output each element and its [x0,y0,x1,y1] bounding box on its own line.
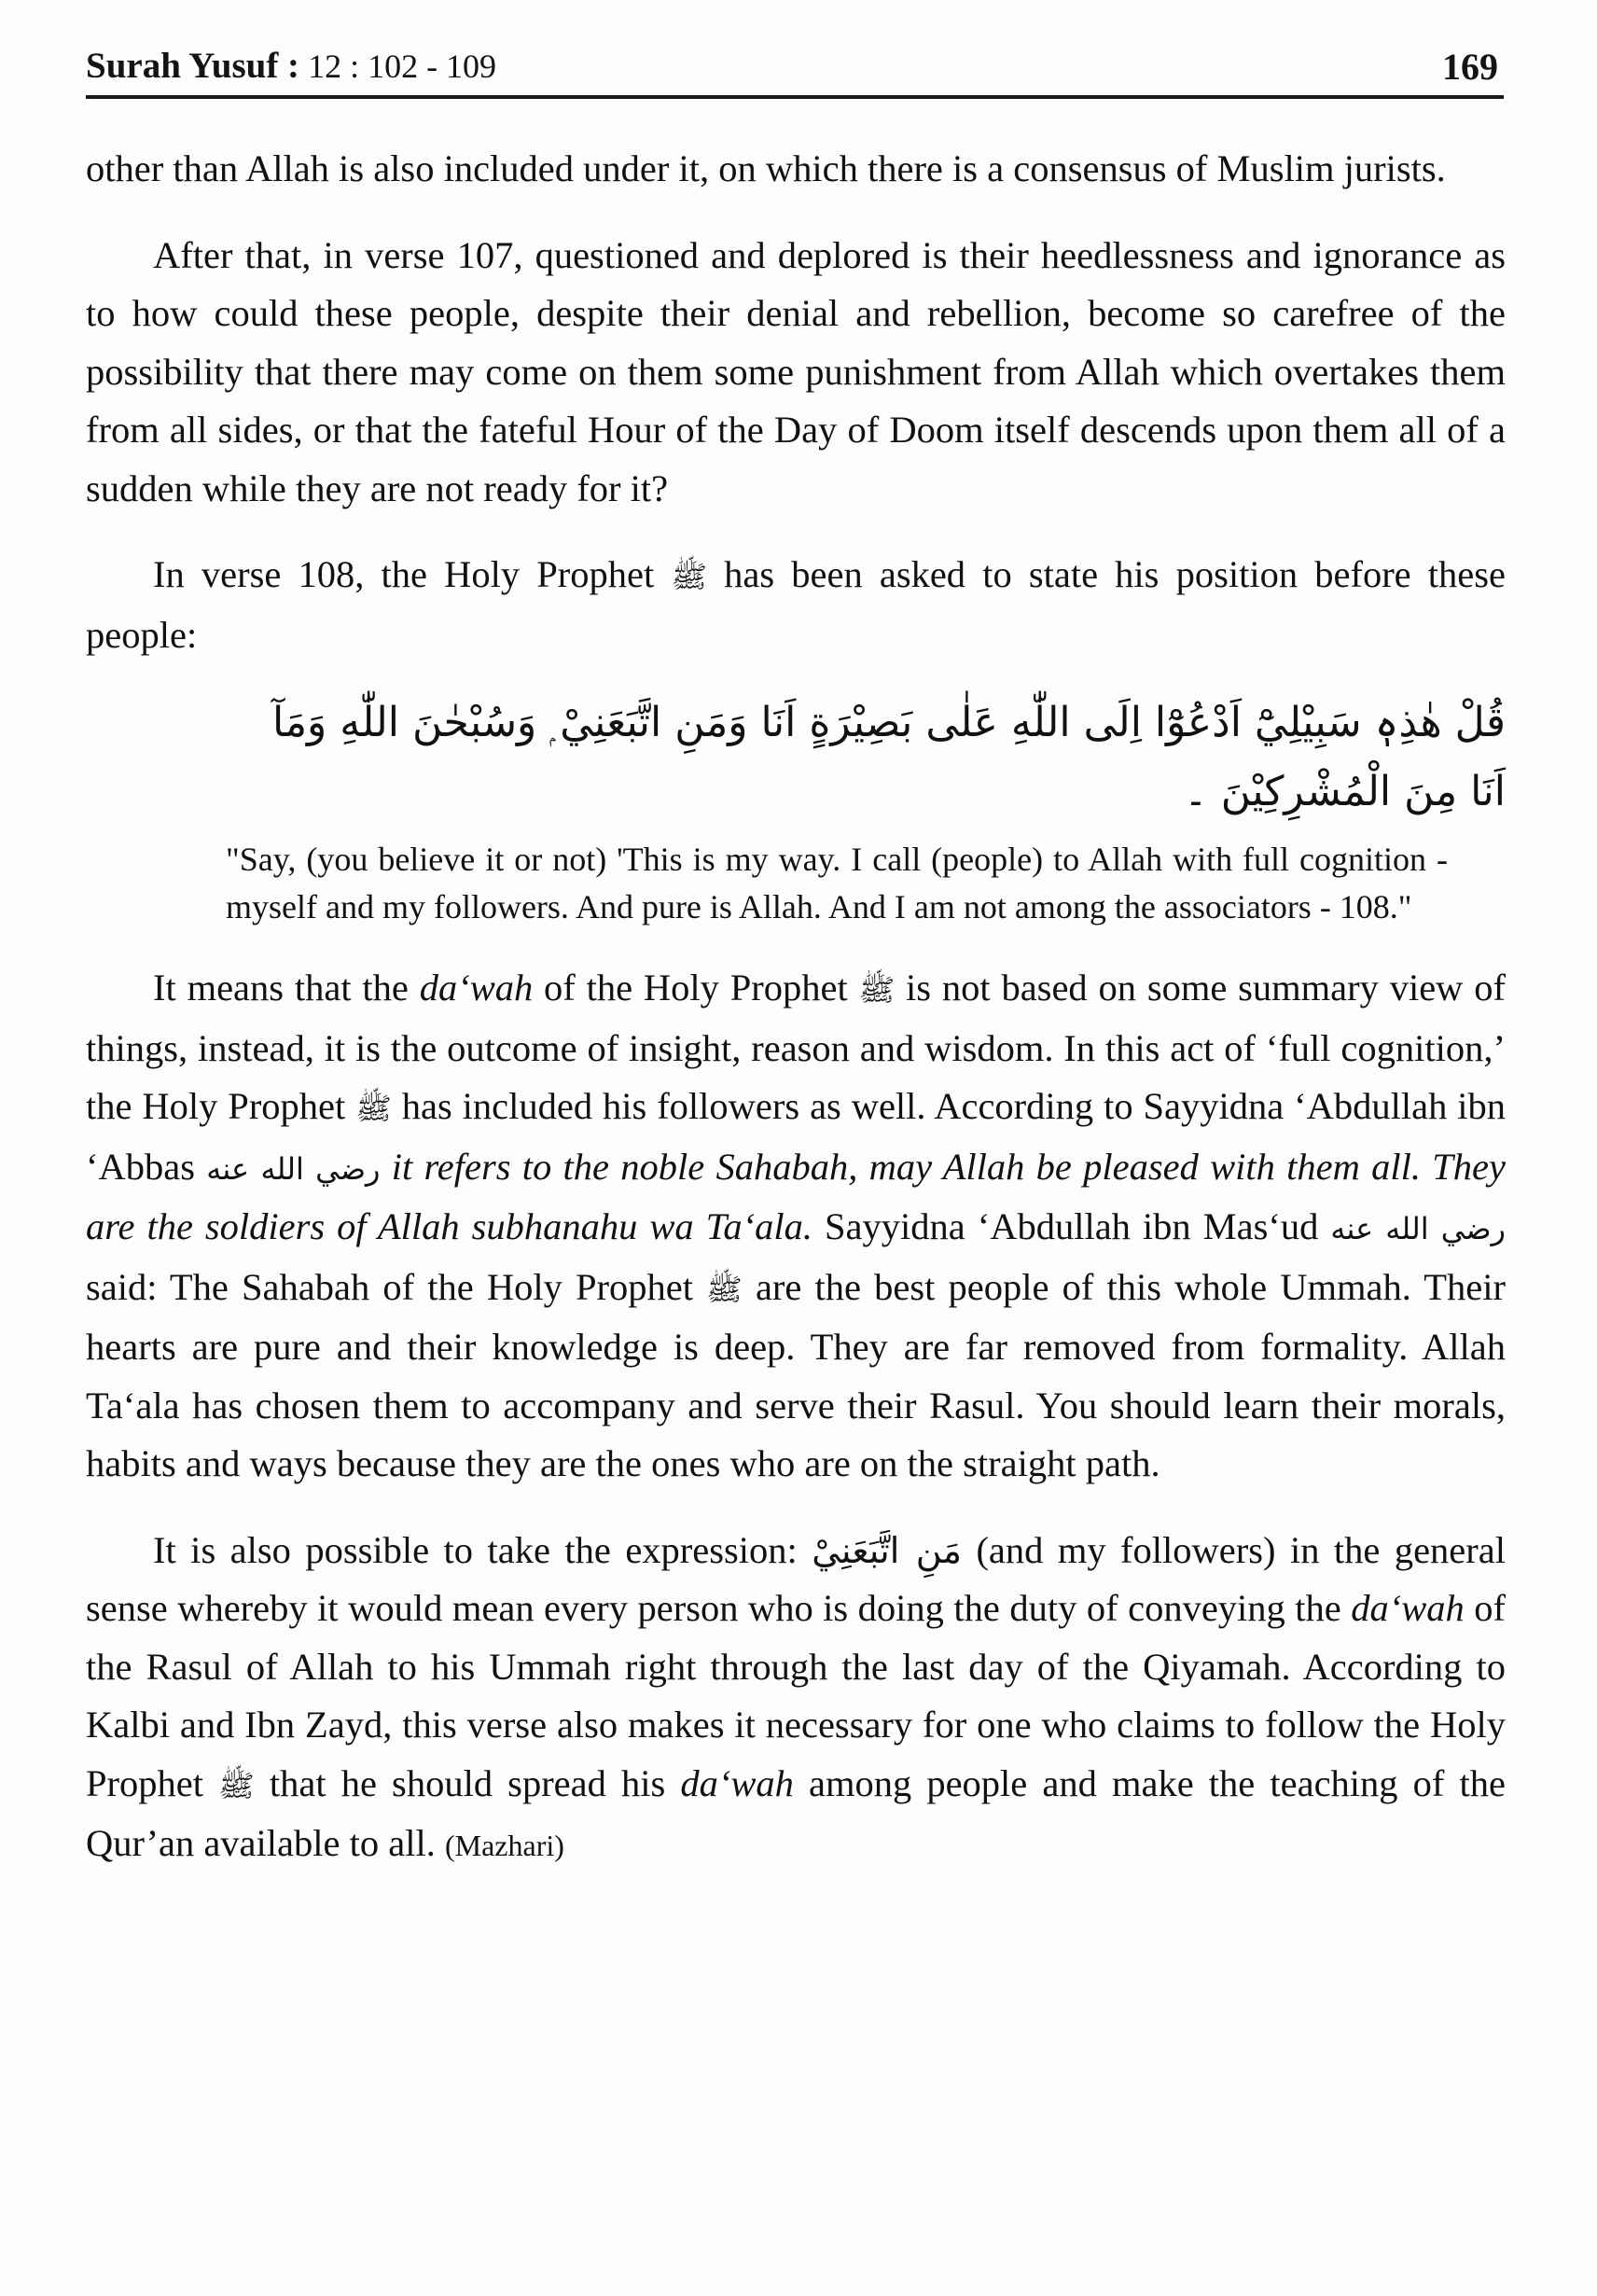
surah-title [86,45,496,87]
text-span: In verse 108, the Holy Prophet [153,553,655,595]
salawat-glyph: ﷺ [355,1091,392,1126]
arabic-inline: مَنِ اتَّبَعَنِيْ [812,1529,962,1571]
italic-term: Allah subhanahu wa Ta‘ala. [377,1205,813,1247]
italic-term: da‘wah [1351,1587,1465,1629]
arabic-verse: قُلْ هٰذِهٖ سَبِيْلِيْٓ اَدْعُوْٓا اِلَى اللّٰهِ عَلٰى بَصِيْرَةٍ اَنَا وَمَنِ اتَّبَعَنِيْ ۭ وَسُبْحٰنَ اللّٰهِ وَمَآ اَنَا مِنَ الْمُشْرِكِيْنَ ۔ [272,699,1506,815]
paragraph-continued: other than Allah is also included under it, on which there is a consensus of Muslim jurists. [86,147,1446,189]
text-span: has included his followers as well. According to Sayyidna ‘Abdullah ibn ‘Abbas [86,1085,1507,1188]
page-body [86,140,1506,1875]
text-span: said: The Sahabah of the Holy Prophet [86,1265,707,1308]
surah-name: Surah Yusuf : [86,46,300,86]
text-span: among people and make the teaching of the Qur’an available to all. [86,1761,1506,1864]
salawat-glyph: ﷺ [671,559,707,594]
radiyallah-glyph: رضي الله عنه [1330,1211,1506,1246]
text-span: has been asked to state his position before these people: [86,553,1507,656]
text-span: are the best people of this whole Ummah. Their hearts are pure and their knowledge is deep. They are far removed from formality. Allah Ta‘ala has chosen them to accompany and serve their Rasul. You should learn their morals, habits and ways because they are the ones who are on the straight path. [86,1265,1506,1484]
italic-term: da‘wah [680,1761,794,1804]
text-span: It means that the [153,967,420,1009]
paragraph-followers [86,1522,1506,1875]
italic-span: it refers to the noble Sahabah, may Allah be pleased with them all. They are the soldiers of [86,1145,1506,1247]
radiyallah-glyph: رضي الله عنه [206,1150,381,1187]
salawat-glyph: ﷺ [706,1271,743,1307]
text-span: is not based on some summary view of things, instead, it is the outcome of insight, reason and wisdom. In this act of ‘full cognition,’ the Holy Prophet [86,967,1506,1127]
text-span: (and my followers) in the general sense whereby it would mean every person who is doing the duty of conveying the [86,1528,1506,1629]
text-span: It is also possible to take the expression: [153,1528,812,1571]
running-header [86,43,1504,99]
paragraph-dawah [86,959,1506,1494]
verse-translation: "Say, (you believe it or not) 'This is my way. I call (people) to Allah with full cognition - myself and my followers. And pure is Allah. And I am not among the associators - 108." [226,841,1448,925]
salawat-glyph: ﷺ [218,1767,255,1803]
page-number: 169 [1442,46,1498,88]
text-span: that he should spread his [254,1761,681,1804]
text-span: of the Rasul of Allah to his Ummah right through the last day of the Qiyamah. According to Kalbi and Ibn Zayd, this verse also makes it necessary for one who claims to follow the Holy Prophet [86,1587,1506,1804]
salawat-glyph: ﷺ [858,972,896,1008]
verse-range: 12 : 102 - 109 [299,48,497,85]
paragraph-verse-107: After that, in verse 107, questioned and deplored is their heedlessness and ignorance as to how could these people, despite their denial and rebellion, become so carefree of the possibility that there may come on them some punishment from Allah which overtakes them from all sides, or that the fateful Hour of the Day of Doom itself descends upon them all of a sudden while they are not ready for it? [86,233,1506,509]
italic-term: da‘wah [419,967,534,1009]
text-span: Sayyidna ‘Abdullah ibn Mas‘ud [812,1205,1331,1247]
paragraph-verse-108-intro [86,546,1506,664]
source-citation: (Mazhari) [444,1829,564,1862]
text-span: of the Holy Prophet [533,967,859,1009]
